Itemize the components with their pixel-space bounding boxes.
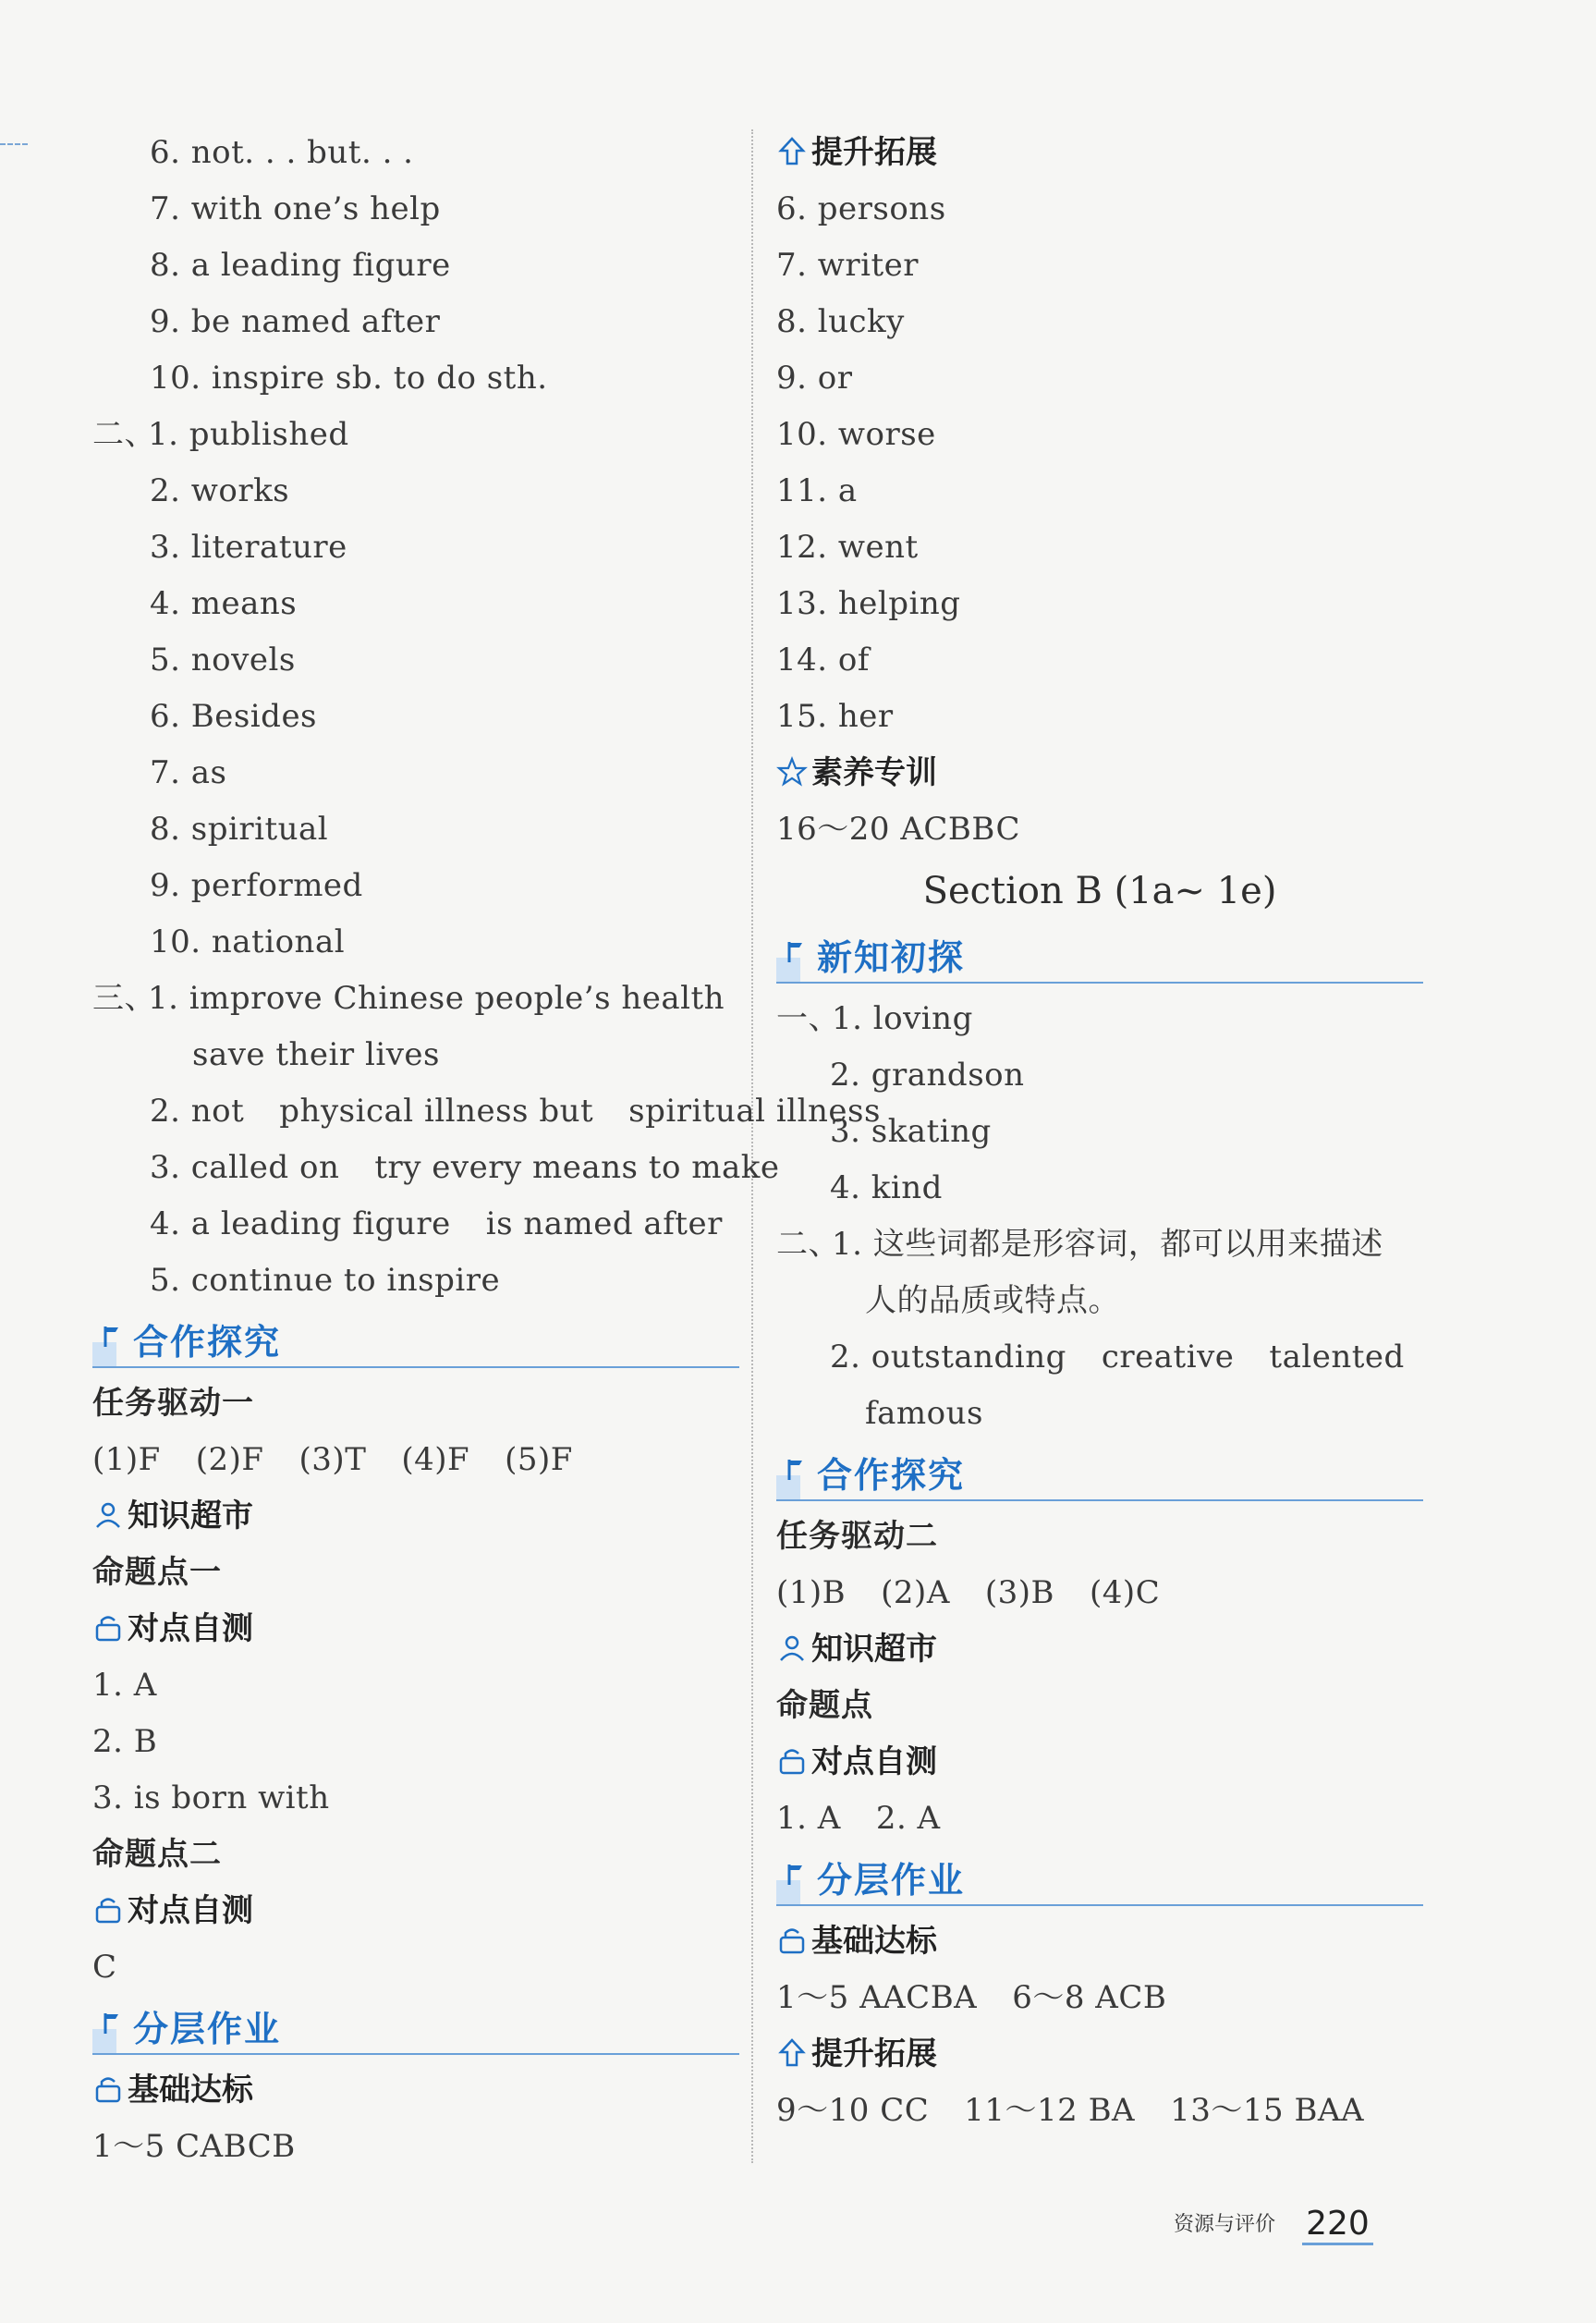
- flag-icon: [784, 934, 811, 961]
- person-icon: [92, 1493, 124, 1524]
- answer-line: 9. performed: [150, 867, 363, 904]
- answer-line: 6. persons: [776, 190, 946, 227]
- answer-line: 3. called on try every means to make: [150, 1149, 780, 1186]
- subheading-selftest: 对点自测: [92, 1883, 739, 1939]
- section-heading-layered: 分层作业: [776, 1847, 1423, 1913]
- answer-line: 8. lucky: [776, 303, 905, 340]
- answer-line: (1)B (2)A (3)B (4)C: [776, 1574, 1161, 1611]
- answer-line: 3. literature: [150, 529, 347, 566]
- answer-line: 12. went: [776, 529, 919, 566]
- star-icon: [776, 750, 808, 781]
- answer-line: 10. inspire sb. to do sth.: [150, 360, 548, 397]
- subheading-selftest: 对点自测: [776, 1734, 1423, 1791]
- answer-line: 5. novels: [150, 642, 296, 679]
- flag-icon: [784, 1856, 811, 1884]
- answer-line: 15. her: [776, 698, 894, 735]
- answer-line: 8. a leading figure: [150, 247, 451, 284]
- part-marker: 三、: [92, 980, 156, 1017]
- answer-line: 8. spiritual: [150, 811, 329, 848]
- answer-line: 10. worse: [776, 416, 936, 453]
- arrow-up-icon: [776, 2031, 808, 2062]
- edge-mark: [0, 143, 28, 145]
- answer-line: (1)F (2)F (3)T (4)F (5)F: [92, 1441, 573, 1478]
- answer-line: 7. writer: [776, 247, 920, 284]
- flag-icon: [100, 1318, 128, 1346]
- answer-line: 14. of: [776, 642, 870, 679]
- task-title: 任务驱动二: [776, 1518, 938, 1555]
- page-footer: [1174, 2205, 1373, 2243]
- section-heading-new: 新知初探: [776, 924, 1423, 991]
- part-marker: 一、: [776, 1000, 840, 1037]
- lock-icon: [776, 1918, 808, 1950]
- subheading-knowledge: 知识超市: [92, 1488, 739, 1545]
- lock-icon: [776, 1739, 808, 1770]
- subheading-promote: 提升拓展: [776, 2026, 1423, 2083]
- answer-line: 9. be named after: [150, 303, 441, 340]
- part-marker: 二、: [92, 416, 156, 453]
- section-heading-layered: 分层作业: [92, 1996, 739, 2062]
- subheading-basic: 基础达标: [776, 1913, 1423, 1970]
- flag-icon: [100, 2005, 128, 2033]
- point-title: 命题点: [776, 1687, 873, 1724]
- answer-line: save their lives: [192, 1036, 440, 1073]
- right-column: [776, 125, 1423, 2139]
- lock-icon: [92, 1606, 124, 1637]
- subheading-knowledge: 知识超市: [776, 1621, 1423, 1678]
- part-marker: 二、: [776, 1226, 840, 1263]
- answer-line: famous: [865, 1395, 983, 1432]
- answer-line: 6. Besides: [150, 698, 318, 735]
- answer-line: 3. skating: [830, 1113, 992, 1150]
- answer-line: 二、1. 这些词都是形容词，都可以用来描述: [776, 1217, 1423, 1273]
- answer-line: 2. B: [92, 1723, 158, 1760]
- answer-line: 2. grandson: [830, 1057, 1025, 1094]
- flag-icon: [784, 1451, 811, 1479]
- answer-line: 9. or: [776, 360, 853, 397]
- footer-source: 资源与评价: [1174, 2213, 1276, 2236]
- answer-line: 10. national: [150, 923, 346, 960]
- answer-line: 4. a leading figure is named after: [150, 1205, 723, 1242]
- chapter-title: Section B (1a~ 1e): [922, 870, 1277, 912]
- answer-line: 7. as: [150, 754, 227, 791]
- answer-line: 2. not physical illness but spiritual illness: [150, 1093, 881, 1130]
- lock-icon: [92, 1888, 124, 1919]
- answer-line: 4. means: [150, 585, 298, 622]
- lock-icon: [92, 2067, 124, 2098]
- point-title: 命题点一: [92, 1554, 222, 1591]
- subheading-selftest: 对点自测: [92, 1601, 739, 1657]
- answer-line: 7. with one’s help: [150, 190, 441, 227]
- answer-line: 1～5 AACBA 6～8 ACB: [776, 1979, 1167, 2016]
- answer-line: 三、1. improve Chinese people’s health: [92, 971, 739, 1027]
- answer-line: 4. kind: [830, 1169, 943, 1206]
- answer-line: 二、1. published: [92, 407, 739, 463]
- answer-line: C: [92, 1949, 117, 1986]
- section-heading-coop: 合作探究: [92, 1309, 739, 1375]
- answer-line: 6. not. . . but. . .: [150, 134, 414, 171]
- answer-line: 3. is born with: [92, 1779, 330, 1816]
- answer-line: 11. a: [776, 472, 858, 509]
- section-heading-coop: 合作探究: [776, 1442, 1423, 1509]
- answer-line: 一、1. loving: [776, 991, 1423, 1047]
- point-title: 命题点二: [92, 1836, 222, 1873]
- answer-line: 1～5 CABCB: [92, 2128, 296, 2165]
- task-title: 任务驱动一: [92, 1385, 254, 1422]
- answer-line: 13. helping: [776, 585, 961, 622]
- subheading-literacy: 素养专训: [776, 745, 1423, 801]
- answer-line: 2. works: [150, 472, 290, 509]
- page-number: 220: [1302, 2205, 1373, 2245]
- answer-line: 9～10 CC 11～12 BA 13～15 BAA: [776, 2092, 1365, 2129]
- answer-line: 1. A 2. A: [776, 1800, 941, 1837]
- answer-line: 1. A: [92, 1667, 157, 1704]
- answer-line: 人的品质或特点。: [865, 1282, 1120, 1319]
- answer-line: 2. outstanding creative talented: [830, 1339, 1405, 1375]
- person-icon: [776, 1626, 808, 1657]
- answer-line: 5. continue to inspire: [150, 1262, 501, 1299]
- arrow-up-icon: [776, 129, 808, 161]
- answer-line: 16～20 ACBBC: [776, 811, 1021, 848]
- subheading-basic: 基础达标: [92, 2062, 739, 2119]
- subheading-promote: 提升拓展: [776, 125, 1423, 181]
